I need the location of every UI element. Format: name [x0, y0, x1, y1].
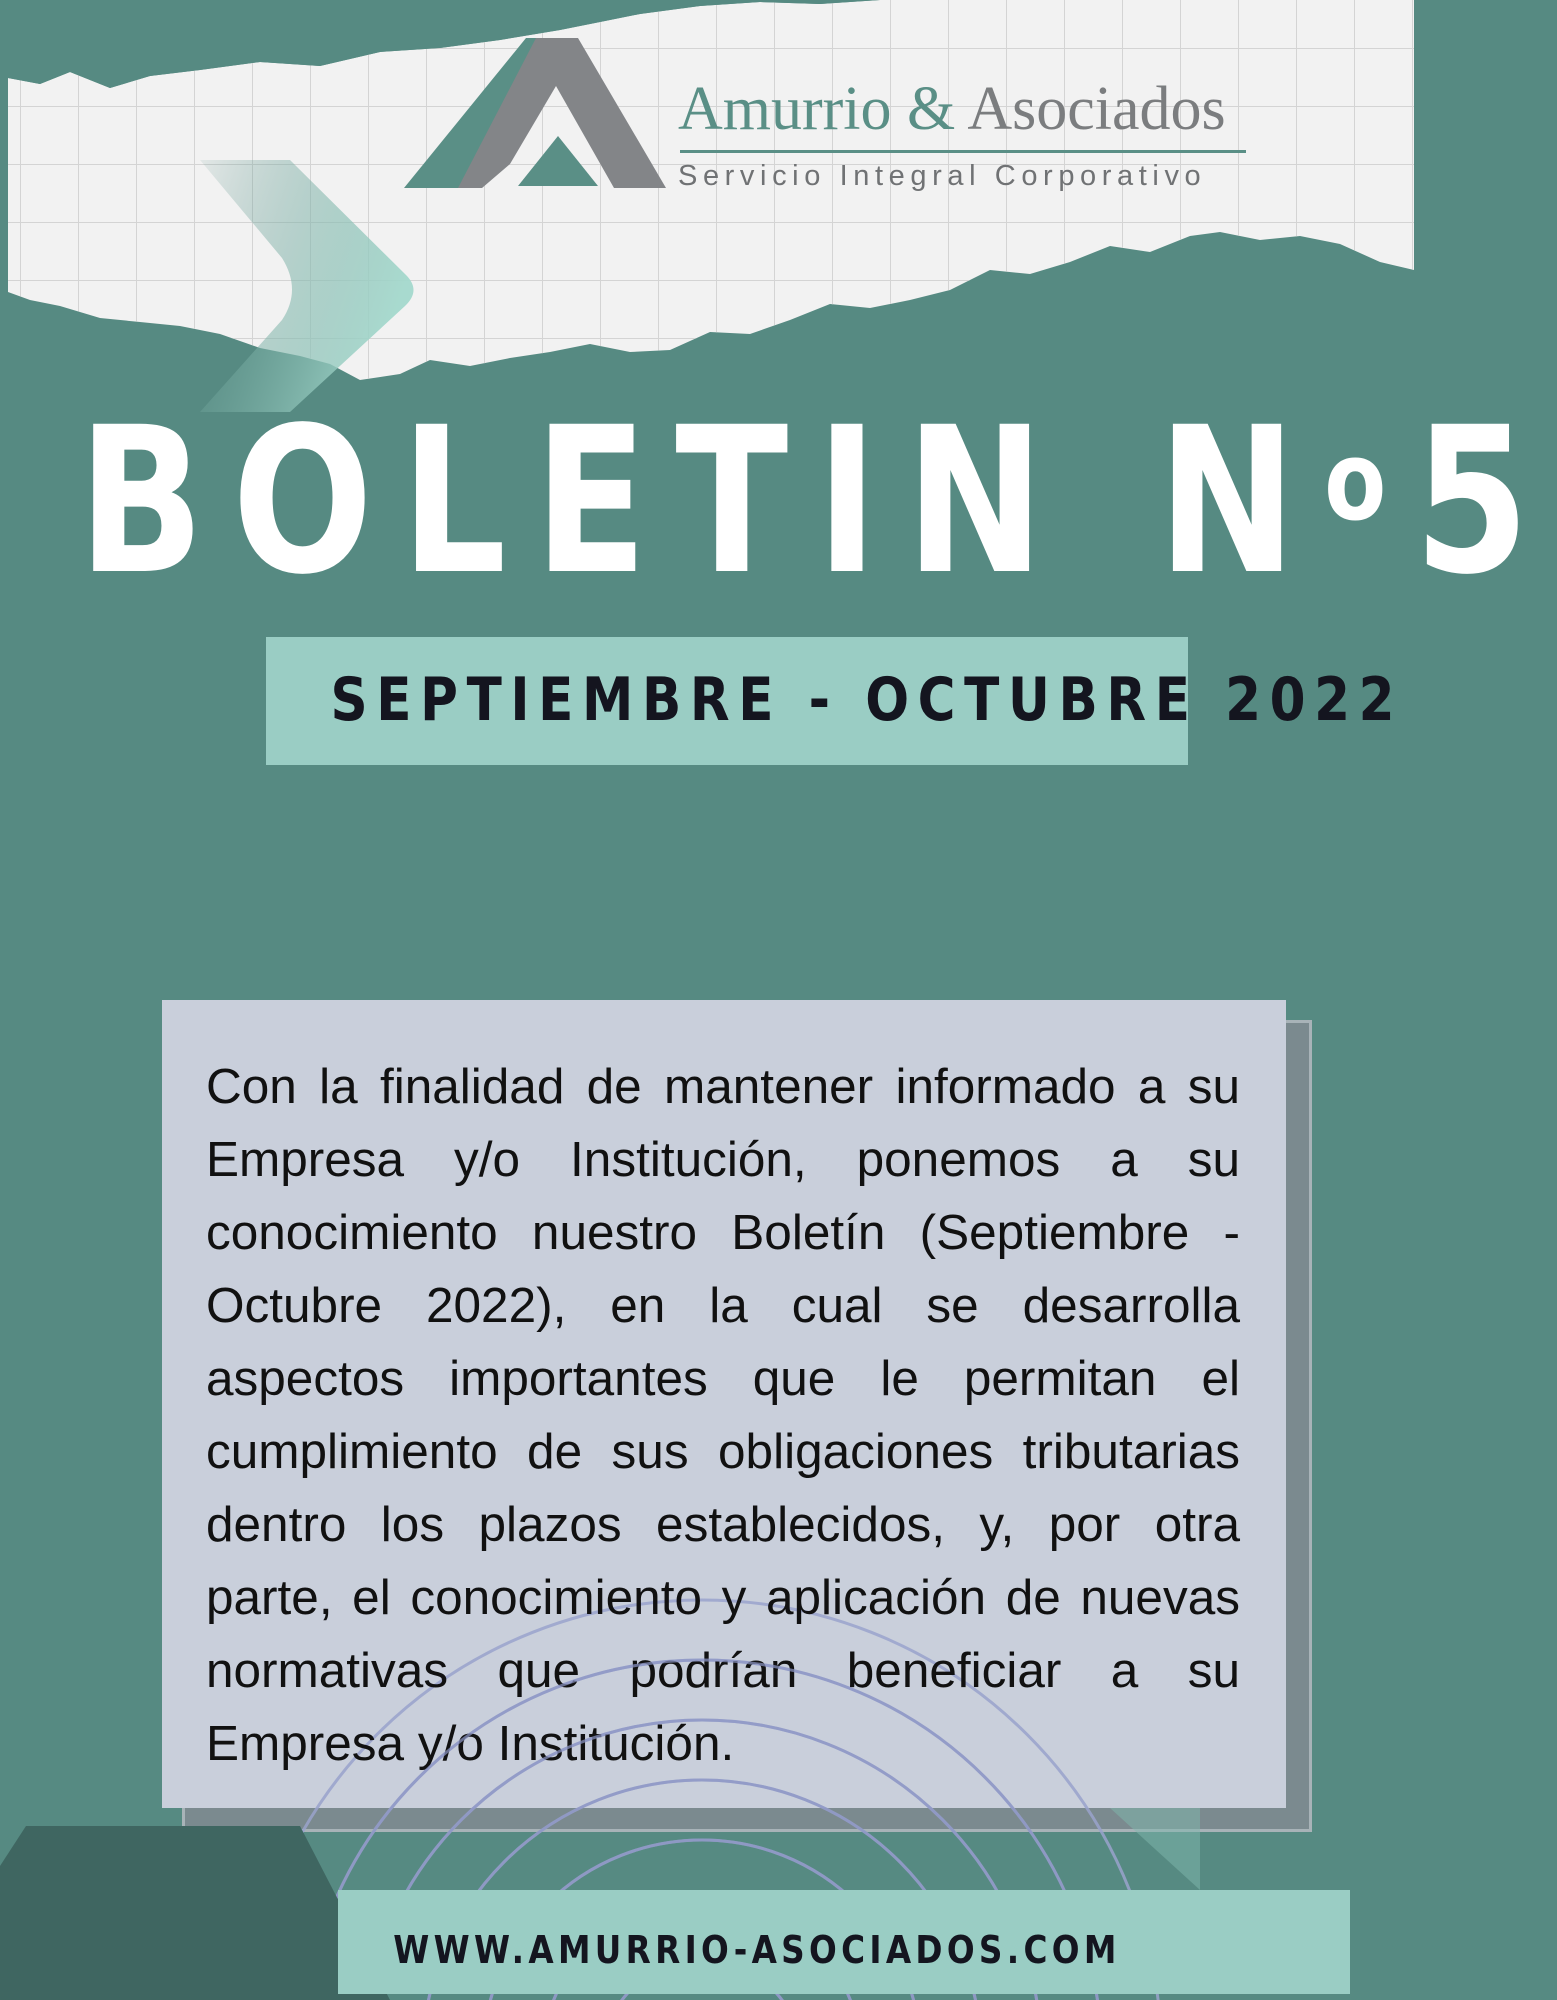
period-label: SEPTIEMBRE - OCTUBRE 2022	[330, 665, 1404, 735]
brand-tagline: Servicio Integral Corporativo	[678, 160, 1207, 192]
brand-underline	[680, 150, 1246, 153]
intro-paragraph: Con la finalidad de mantener informado a su Empresa y/o Institución, ponemos a su conocimiento nuestro Boletín (Septiembre - Octubre 2022), en la cual se desarrolla aspectos importantes que le permitan el cumplimiento de sus obligaciones tributarias dentro los plazos establecidos, y, por otra parte, el conocimiento y aplicación de nuevas normativas que podrían beneficiar a su Empresa y/o Institución.	[206, 1058, 1240, 1771]
intro-card	[162, 1000, 1286, 1808]
page-title: BOLETIN $N^o5$	[78, 383, 1557, 619]
website-link[interactable]: WWW.AMURRIO-ASOCIADOS.COM	[393, 1928, 1121, 1972]
period-band	[266, 637, 1404, 765]
chevron-arrow-icon	[190, 150, 430, 420]
brand-name: Amurrio & Asociados	[678, 75, 1226, 143]
stylized-A-logo-icon	[400, 36, 670, 194]
